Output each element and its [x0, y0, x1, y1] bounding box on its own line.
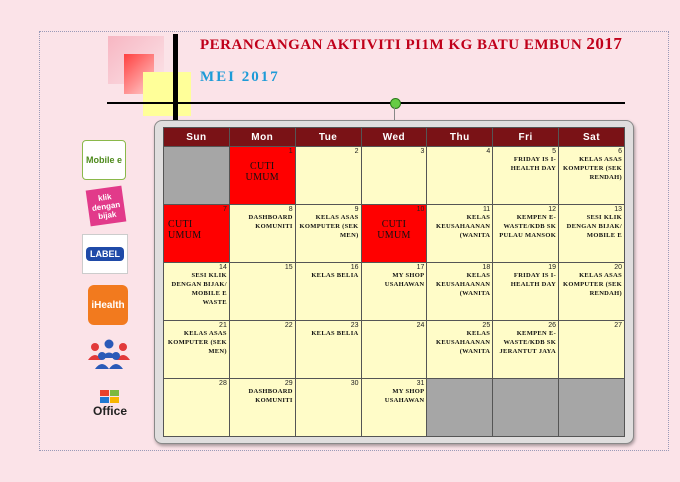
event-text: KELAS KEUSAHAANAN (WANITA	[435, 214, 491, 239]
weekday-header: Wed	[361, 128, 427, 147]
calendar-week-row	[164, 263, 625, 321]
calendar-day-cell[interactable]	[229, 205, 295, 263]
day-number: 26	[548, 322, 557, 329]
day-number: 7	[222, 206, 227, 213]
day-number: 12	[548, 206, 557, 213]
calendar-day-cell[interactable]	[559, 321, 625, 379]
people-group-icon	[86, 336, 132, 372]
calendar-day-cell[interactable]	[427, 263, 493, 321]
office-logo-text: Office	[92, 404, 127, 418]
event-text: KELAS ASAS KOMPUTER (SEK RENDAH)	[563, 272, 622, 297]
weekday-header-row	[164, 128, 625, 147]
calendar-week-row	[164, 147, 625, 205]
calendar-day-cell[interactable]	[427, 321, 493, 379]
calendar-day-cell[interactable]	[493, 263, 559, 321]
calendar-day-cell[interactable]	[361, 205, 427, 263]
calendar-day-cell[interactable]	[361, 147, 427, 205]
holiday-label: CUTI UMUM	[377, 219, 411, 241]
calendar-body	[164, 147, 625, 437]
holiday-label: CUTI UMUM	[168, 219, 202, 241]
calendar-day-cell[interactable]	[295, 147, 361, 205]
calendar-day-cell[interactable]	[427, 379, 493, 437]
calendar-day-cell[interactable]	[295, 321, 361, 379]
day-number: 4	[486, 148, 491, 155]
event-text: KELAS ASAS KOMPUTER (SEK RENDAH)	[563, 156, 622, 181]
weekday-header: Thu	[427, 128, 493, 147]
calendar-week-row	[164, 321, 625, 379]
event-text: FRIDAY IS I-HEALTH DAY	[510, 156, 557, 172]
decor-vertical-line	[173, 34, 178, 120]
day-number: 1	[288, 148, 293, 155]
event-text: MY SHOP USAHAWAN	[384, 388, 425, 404]
event-text: DASHBOARD KOMUNITI	[248, 214, 293, 230]
day-number: 9	[354, 206, 359, 213]
decor-yellow-square	[143, 72, 191, 116]
label-logo	[82, 234, 128, 274]
weekday-header: Fri	[493, 128, 559, 147]
calendar-week-row	[164, 205, 625, 263]
calendar-day-cell[interactable]	[164, 263, 230, 321]
event-text: SESI KLIK DENGAN BIJAK/ MOBILE E	[566, 214, 622, 239]
decor-horizontal-line	[107, 102, 625, 104]
calendar-day-cell[interactable]	[559, 263, 625, 321]
label-logo-text: LABEL	[86, 247, 124, 261]
calendar-day-cell[interactable]	[295, 379, 361, 437]
day-number: 21	[219, 322, 227, 329]
calendar-day-cell[interactable]	[164, 321, 230, 379]
event-text: KELAS KEUSAHAANAN (WANITA	[435, 330, 491, 355]
day-number: 23	[350, 322, 359, 329]
calendar-week-row	[164, 379, 625, 437]
day-number: 3	[420, 148, 425, 155]
day-number: 18	[482, 264, 491, 271]
day-number: 30	[350, 380, 359, 387]
rotation-handle[interactable]	[390, 98, 401, 109]
day-number: 24	[416, 322, 425, 329]
calendar-day-cell[interactable]	[559, 205, 625, 263]
event-text: KELAS KEUSAHAANAN (WANITA	[435, 272, 491, 297]
day-number: 31	[416, 380, 425, 387]
page-title-text: PERANCANGAN AKTIVITI PI1M KG BATU EMBUN	[200, 37, 583, 53]
calendar-frame[interactable]	[154, 120, 634, 444]
calendar-day-cell[interactable]	[427, 147, 493, 205]
event-text: MY SHOP USAHAWAN	[384, 272, 425, 288]
office-logo	[88, 386, 132, 422]
holiday-label: CUTI UMUM	[245, 161, 279, 183]
day-number: 28	[219, 380, 227, 387]
day-number: 8	[288, 206, 293, 213]
calendar-day-cell[interactable]	[361, 321, 427, 379]
calendar-day-cell[interactable]	[361, 263, 427, 321]
weekday-header: Tue	[295, 128, 361, 147]
event-text: KELAS ASAS KOMPUTER (SEK MEN)	[299, 214, 359, 239]
day-number: 10	[416, 206, 425, 213]
day-number: 11	[482, 206, 491, 213]
calendar-day-cell[interactable]	[229, 379, 295, 437]
calendar-day-cell[interactable]	[164, 147, 230, 205]
rotation-handle-stem	[394, 107, 395, 121]
month-heading: MEI 2017	[200, 69, 280, 85]
mobile-e-logo: Mobile e	[82, 140, 126, 180]
calendar-day-cell[interactable]	[229, 321, 295, 379]
ihealth-logo: iHealth	[88, 285, 128, 325]
calendar-day-cell[interactable]	[164, 379, 230, 437]
day-number: 29	[284, 380, 293, 387]
day-number: 13	[614, 206, 622, 213]
calendar-day-cell[interactable]	[229, 263, 295, 321]
day-number: 15	[284, 264, 293, 271]
day-number: 14	[219, 264, 227, 271]
calendar-day-cell[interactable]	[164, 205, 230, 263]
day-number: 17	[416, 264, 425, 271]
calendar-day-cell[interactable]	[295, 263, 361, 321]
page-title	[200, 34, 622, 54]
event-text: FRIDAY IS I-HEALTH DAY	[510, 272, 557, 288]
event-text: KELAS BELIA	[311, 272, 359, 279]
calendar-day-cell[interactable]	[427, 205, 493, 263]
page-title-year: 2017	[586, 34, 623, 53]
weekday-header: Mon	[229, 128, 295, 147]
event-text: KEMPEN E-WASTE/KDB SK PULAU MANSOK	[499, 214, 557, 239]
calendar-day-cell[interactable]	[361, 379, 427, 437]
day-number: 19	[548, 264, 557, 271]
day-number: 2	[354, 148, 359, 155]
day-number: 20	[614, 264, 622, 271]
calendar-day-cell[interactable]	[493, 379, 559, 437]
event-text: KELAS BELIA	[311, 330, 359, 337]
klik-bijak-logo: klik dengan bijak	[86, 186, 127, 227]
day-number: 22	[284, 322, 293, 329]
event-text: DASHBOARD KOMUNITI	[248, 388, 293, 404]
calendar-day-cell[interactable]	[229, 147, 295, 205]
office-squares-icon	[100, 390, 120, 404]
calendar-day-cell[interactable]	[559, 147, 625, 205]
calendar-day-cell[interactable]	[493, 147, 559, 205]
day-number: 25	[482, 322, 491, 329]
weekday-header: Sat	[559, 128, 625, 147]
day-number: 6	[618, 148, 622, 155]
calendar-day-cell[interactable]	[493, 205, 559, 263]
calendar-day-cell[interactable]	[295, 205, 361, 263]
calendar-day-cell[interactable]	[493, 321, 559, 379]
day-number: 16	[350, 264, 359, 271]
event-text: KELAS ASAS KOMPUTER (SEK MEN)	[167, 330, 227, 355]
calendar-day-cell[interactable]	[559, 379, 625, 437]
event-text: KEMPEN E-WASTE/KDB SK JERANTUT JAYA	[499, 330, 557, 355]
day-number: 27	[614, 322, 622, 329]
weekday-header: Sun	[164, 128, 230, 147]
day-number: 5	[552, 148, 557, 155]
event-text: SESI KLIK DENGAN BIJAK/ MOBILE E WASTE	[171, 272, 227, 306]
calendar-grid	[163, 127, 625, 437]
